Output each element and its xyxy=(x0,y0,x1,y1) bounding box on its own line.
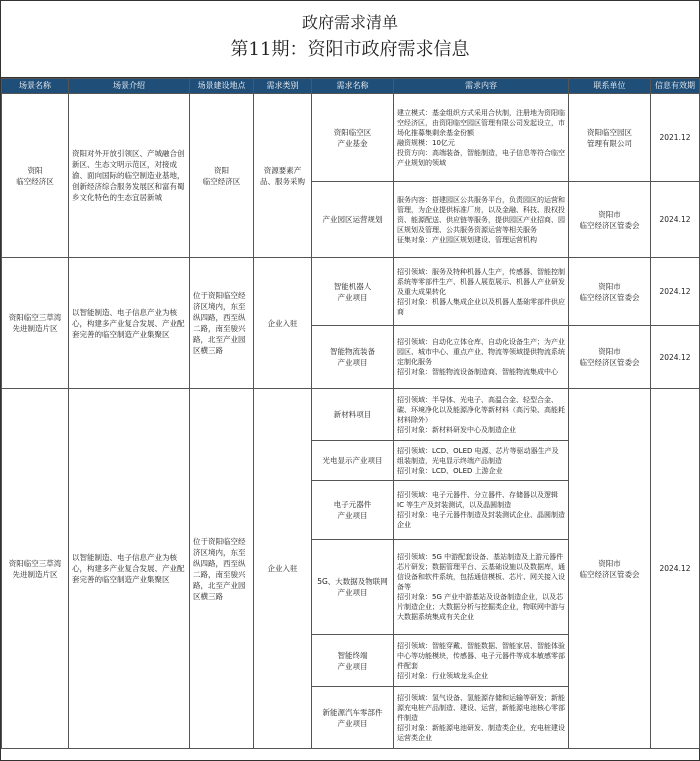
demand-name: 电子元器件 产业项目 xyxy=(333,500,372,520)
scene-name-cell xyxy=(2,94,69,258)
scene-name: 资阳临空三草湾 先进制造片区 xyxy=(8,313,62,333)
demand-content: 服务内容：搭建园区公共服务平台，负责园区的运营和管理，为企业提供标准厂房，以及金融、科技、股权投资、能源配送、供应链等服务，提供园区产业招商、园区规划及管理、公共服务资源运营等相关服务 征集对象：产业园区规划建设、管理运营机构 xyxy=(397,195,565,244)
contact-unit: 资阳市 临空经济区管委会 xyxy=(579,209,640,230)
demand-name-cell xyxy=(312,481,394,540)
demand-name: 新材料项目 xyxy=(333,410,372,419)
validity-cell xyxy=(651,182,700,258)
scene-intro-cell xyxy=(69,258,190,389)
category-cell xyxy=(254,258,312,389)
demand-content-cell xyxy=(394,389,569,441)
demand-name: 光电显示产业项目 xyxy=(322,456,383,465)
demand-name-cell xyxy=(312,258,394,326)
category-cell xyxy=(254,94,312,258)
demand-table xyxy=(1,78,700,749)
demand-content: 招引领域：智能穿戴、智能数据、智能家居、智能体验中心等功能模块，传感器、电子元器件等成本敏感零部件配套 招引对象：行业领域龙头企业 xyxy=(397,641,565,680)
demand-content-cell xyxy=(394,258,569,326)
scene-name: 资阳临空三草湾 先进制造片区 xyxy=(8,558,62,579)
demand-name-cell xyxy=(312,687,394,749)
table-row xyxy=(2,94,700,182)
table-row xyxy=(2,258,700,326)
location-cell xyxy=(190,258,254,389)
col-header-scene-intro: 场景介绍 xyxy=(69,79,190,94)
col-header-contact: 联系单位 xyxy=(569,79,651,94)
document-subtitle: 第11期：资阳市政府需求信息 xyxy=(230,39,470,60)
validity-cell xyxy=(651,94,700,182)
validity-cell xyxy=(651,326,700,389)
category: 企业入驻 xyxy=(267,318,298,328)
demand-content-cell xyxy=(394,635,569,687)
scene-intro: 以智能制造、电子信息产业为核心，构建多产业复合发展、产业配套完善的临空制造产业集聚区 xyxy=(72,553,185,584)
col-header-demand-content: 需求内容 xyxy=(394,79,569,94)
col-header-validity: 信息有效期 xyxy=(651,79,700,94)
demand-content: 招引领域：5G 中游配套设备、基站制造及上游元器件芯片研发；数据管理平台、云基础设施以及数据库，通信设备和软件系统，包括通信模板、芯片、网关接入设备等 招引对象：5G 产业中游基站及设备制造企业，以及芯片制造企业；大数据分析与挖掘类企业，物联网中游与大数据系统集成有关企业 xyxy=(397,553,565,621)
validity-date: 2021.12 xyxy=(659,133,691,142)
demand-name: 5G、大数据及物联网产业项目 xyxy=(317,577,388,597)
location: 位于资阳临空经济区境内，东至纵四路，西至纵二路，南至骏兴路，北至产业园区横三路 xyxy=(193,291,246,355)
demand-name: 智能终端 产业项目 xyxy=(337,650,368,671)
demand-name: 智能物流装备 产业项目 xyxy=(330,347,375,367)
demand-content: 招引领域：服务及特种机器人生产，传感器、智能控制系统等零部件生产、机器人展览展示、机器人产业研发及重大成果转化 招引对象：机器人集成企业以及机器人基础零部件供应商 xyxy=(397,267,565,316)
demand-content: 招引领域：自动化立体仓库、自动化设备生产；为产业园区、城市中心、重点产业、物流等领域提供物流系统定制化服务 招引对象：智能物流设备制造商、智能物流集成中心 xyxy=(397,338,565,376)
location: 资阳 临空经济区 xyxy=(202,165,241,186)
validity-date: 2024.12 xyxy=(659,287,691,296)
demand-content: 招引领域：半导体、光电子、高温合金、轻型合金、碳、环境净化以及能源净化等新材料（高污染、高能耗材料除外） 招引对象：新材料研发中心及制造企业 xyxy=(397,395,565,434)
demand-name-cell xyxy=(312,389,394,441)
contact-cell xyxy=(569,258,651,326)
scene-intro-cell xyxy=(69,389,190,749)
demand-name: 资阳临空区 产业基金 xyxy=(333,127,372,148)
demand-content-cell xyxy=(394,687,569,749)
location-cell xyxy=(190,389,254,749)
demand-name-cell xyxy=(312,94,394,182)
demand-content: 招引领域：LCD、OLED 电源、芯片等驱动器生产及组装制造，光电显示终端产品制造 招引对象：LCD、OLED 上游企业 xyxy=(397,446,559,475)
validity-cell xyxy=(651,258,700,326)
demand-name: 产业园区运营规划 xyxy=(322,215,383,224)
col-header-category: 需求类别 xyxy=(254,79,312,94)
demand-name: 新能源汽车零部件 产业项目 xyxy=(322,707,383,728)
document-header xyxy=(1,1,699,78)
location: 位于资阳临空经济区境内，东至纵四路，西至纵二路，南至骏兴路，北至产业园区横三路 xyxy=(193,536,246,601)
demand-name-cell xyxy=(312,182,394,258)
validity-date: 2024.12 xyxy=(659,564,691,573)
contact-cell xyxy=(569,94,651,182)
demand-content: 招引领域：电子元器件、分立器件、存储器以及逻辑 IC 等生产及封装测试，以及晶圆制造 招引对象：电子元器件制造及封装测试企业、晶圆制造企业 xyxy=(397,491,565,529)
scene-name-cell xyxy=(2,258,69,389)
demand-content-cell xyxy=(394,182,569,258)
col-header-location: 场景建设地点 xyxy=(190,79,254,94)
document-title: 政府需求清单 xyxy=(301,13,398,32)
category: 企业入驻 xyxy=(267,564,298,573)
scene-intro-cell xyxy=(69,94,190,258)
contact-cell xyxy=(569,182,651,258)
demand-name: 智能机器人 产业项目 xyxy=(333,281,372,302)
scene-name-cell xyxy=(2,389,69,749)
location-cell xyxy=(190,94,254,258)
table-header-row xyxy=(2,79,700,94)
demand-name-cell xyxy=(312,540,394,635)
col-header-scene-name: 场景名称 xyxy=(2,79,69,94)
scene-name: 资阳 临空经济区 xyxy=(16,165,54,186)
contact-unit: 资阳市 临空经济区管委会 xyxy=(579,558,640,579)
table-row xyxy=(2,389,700,441)
scene-intro: 以智能制造、电子信息产业为核心，构建多产业复合发展、产业配套完善的临空制造产业集聚区 xyxy=(72,307,185,339)
demand-content: 招引领域：氢气设备、氢能源存储和运输等研发；新能源充电桩产品制造、建设、运营，新能源电池核心零部件制造 招引对象：新能源电池研发、制造类企业，充电桩建设运营类企业 xyxy=(397,693,565,742)
demand-content-cell xyxy=(394,94,569,182)
col-header-demand-name: 需求名称 xyxy=(312,79,394,94)
demand-name-cell xyxy=(312,635,394,687)
category: 资源要素产品、服务采购 xyxy=(260,165,305,186)
category-cell xyxy=(254,389,312,749)
demand-content: 建立模式：基金组织方式采用合伙制，注册地为资阳临空经济区，由资阳临空园区管理有限公司发起设立，市场化推募集剩余基金份额 融资规模：10亿元 投资方向：高端装备，智能制造，电子信息等符合临空产业规划的领域 xyxy=(397,108,565,167)
validity-date: 2024.12 xyxy=(659,352,691,362)
contact-unit: 资阳市 临空经济区管委会 xyxy=(579,347,640,367)
demand-name-cell xyxy=(312,441,394,481)
contact-cell xyxy=(569,389,651,749)
contact-cell xyxy=(569,326,651,389)
demand-name-cell xyxy=(312,326,394,389)
demand-content-cell xyxy=(394,441,569,481)
demand-content-cell xyxy=(394,326,569,389)
contact-unit: 资阳临空园区 管理有限公司 xyxy=(587,127,632,148)
contact-unit: 资阳市 临空经济区管委会 xyxy=(579,281,640,302)
demand-content-cell xyxy=(394,540,569,635)
demand-content-cell xyxy=(394,481,569,540)
validity-cell xyxy=(651,389,700,749)
scene-intro: 资阳对外开放引领区、产城融合创新区、生态文明示范区，对接成渝、面向国际的临空制造业基地，创新经济综合服务发展区和富有蜀乡文化特色的生态宜居新城 xyxy=(72,149,185,202)
validity-date: 2024.12 xyxy=(659,215,691,224)
